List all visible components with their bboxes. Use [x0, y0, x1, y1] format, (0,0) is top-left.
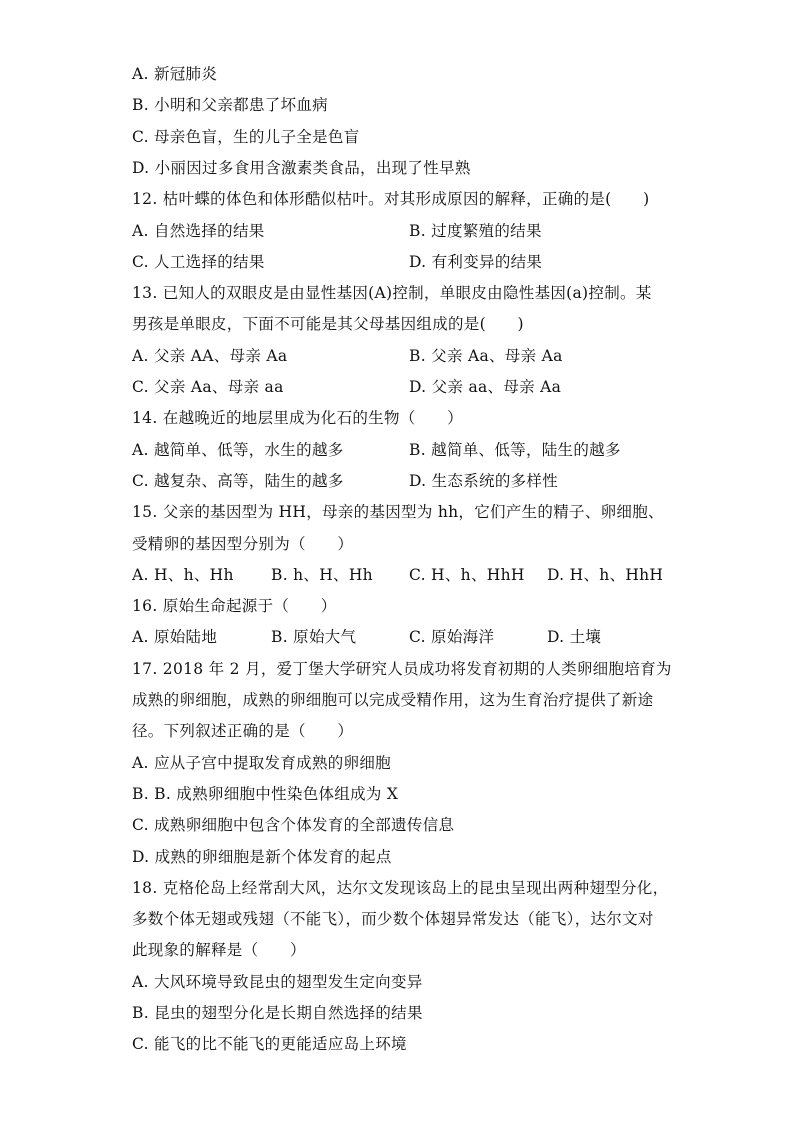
option-item: D. H、h、HhH: [547, 565, 664, 584]
option-item: B. 原始大气: [271, 628, 357, 647]
option-row: [132, 252, 692, 272]
text-line: A. 应从子宫中提取发育成熟的卵细胞: [132, 753, 391, 772]
option-row: [132, 440, 692, 460]
option-item: A. 越简单、低等，水生的越多: [132, 440, 344, 459]
option-item: C. H、h、HhH: [409, 565, 525, 584]
option-item: B. 过度繁殖的结果: [409, 221, 542, 240]
option-item: D. 土壤: [547, 628, 602, 647]
option-item: B. 越简单、低等，陆生的越多: [409, 440, 621, 459]
option-row: [132, 377, 692, 397]
text-line: B. 昆虫的翅型分化是长期自然选择的结果: [132, 1004, 423, 1022]
option-item: A. H、h、Hh: [132, 565, 234, 584]
text-line: 16. 原始生命起源于（ ）: [132, 597, 337, 616]
text-line: 15. 父亲的基因型为 HH，母亲的基因型为 hh，它们产生的精子、卵细胞、: [132, 503, 664, 522]
text-line: C. 能飞的比不能飞的更能适应岛上环境: [132, 1035, 407, 1054]
text-line: 18. 克格伦岛上经常刮大风，达尔文发现该岛上的昆虫呈现出两种翅型分化，: [132, 878, 669, 897]
text-line: 多数个体无翅或残翅（不能飞），而少数个体翅异常发达（能飞），达尔文对: [132, 910, 654, 929]
option-row: [132, 221, 692, 241]
text-line: 成熟的卵细胞，成熟的卵细胞可以完成受精作用，这为生育治疗提供了新途: [132, 691, 654, 709]
option-item: C. 原始海洋: [409, 628, 495, 647]
text-line: D. 小丽因过多食用含激素类食品，出现了性早熟: [132, 158, 471, 177]
option-item: C. 人工选择的结果: [132, 252, 265, 271]
option-item: C. 越复杂、高等，陆生的越多: [132, 471, 344, 490]
text-line: A. 新冠肺炎: [132, 65, 218, 83]
option-item: B. 父亲 Aa、母亲 Aa: [409, 346, 563, 365]
option-item: B. h、H、Hh: [271, 565, 373, 584]
option-row: [132, 565, 692, 585]
text-line: 受精卵的基因型分别为（ ）: [132, 534, 354, 553]
text-line: 男孩是单眼皮，下面不可能是其父母基因组成的是( ): [132, 315, 524, 334]
text-line: 13. 已知人的双眼皮是由显性基因(A)控制，单眼皮由隐性基因(a)控制。某: [132, 284, 652, 303]
text-line: 此现象的解释是（ ）: [132, 941, 306, 960]
option-row: [132, 471, 692, 491]
text-line: A. 大风环境导致昆虫的翅型发生定向变异: [132, 972, 423, 991]
option-item: D. 父亲 aa、母亲 Aa: [409, 378, 562, 396]
option-item: C. 父亲 Aa、母亲 aa: [132, 378, 284, 396]
text-line: D. 成熟的卵细胞是新个体发育的起点: [132, 847, 392, 866]
option-item: D. 生态系统的多样性: [409, 471, 559, 490]
text-line: B. 小明和父亲都患了坏血病: [132, 96, 328, 115]
text-line: 径。下列叙述正确的是（ ）: [132, 722, 354, 741]
text-line: 17. 2018 年 2 月，爱丁堡大学研究人员成功将发育初期的人类卵细胞培育为: [132, 659, 672, 678]
option-item: A. 原始陆地: [132, 628, 218, 647]
option-item: D. 有利变异的结果: [409, 252, 543, 271]
option-item: A. 父亲 AA、母亲 Aa: [132, 346, 288, 365]
option-row: [132, 627, 692, 647]
option-item: A. 自然选择的结果: [132, 221, 265, 240]
text-line: B. B. 成熟卵细胞中性染色体组成为 X: [132, 784, 399, 803]
text-line: C. 母亲色盲，生的儿子全是色盲: [132, 127, 360, 146]
text-line: 12. 枯叶蝶的体色和体形酷似枯叶。对其形成原因的解释，正确的是( ): [132, 190, 650, 209]
text-line: C. 成熟卵细胞中包含个体发育的全部遗传信息: [132, 816, 455, 835]
text-line: 14. 在越晚近的地层里成为化石的生物（ ）: [132, 409, 463, 428]
option-row: [132, 346, 692, 366]
